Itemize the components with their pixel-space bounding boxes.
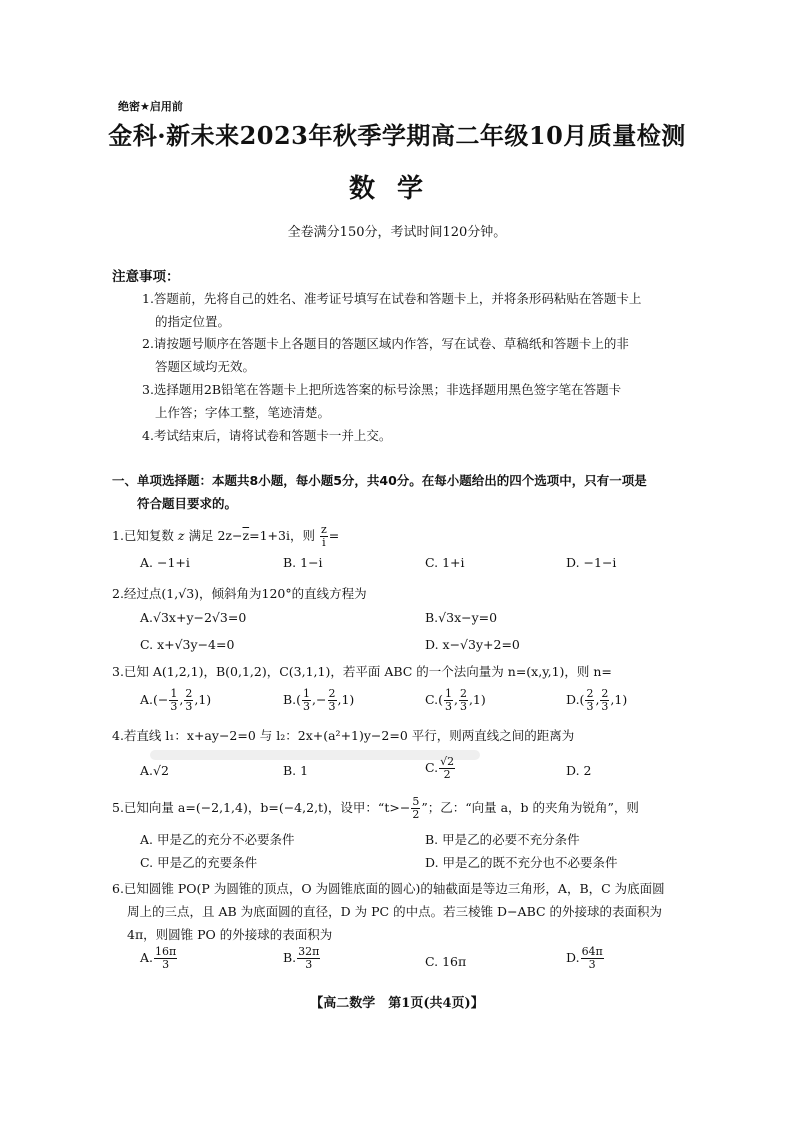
notice-line: 3.选择题用2B铅笔在答题卡上把所选答案的标号涂黑；非选择题用黑色签字笔在答题卡 [142, 382, 622, 397]
question-6-option-b[interactable]: B. $\frac{32\pi}{3}$ [283, 945, 320, 971]
question-1-option-b[interactable]: B. 1−i [283, 555, 323, 570]
question-5-option-a[interactable]: A. 甲是乙的充分不必要条件 [140, 832, 295, 847]
section-heading-cont: 符合题目要求的。 [137, 496, 238, 511]
question-2-option-a[interactable]: A.√3x+y−2√3=0 [140, 610, 247, 625]
question-3-option-c[interactable]: C.( $\frac{1}{3}$ , $\frac{2}{3}$ ,1) [425, 687, 486, 713]
exam-info: 全卷满分150分，考试时间120分钟。 [287, 225, 507, 240]
question-5-option-c[interactable]: C. 甲是乙的充要条件 [140, 855, 258, 870]
question-1-option-d[interactable]: D. −1−i [566, 555, 617, 570]
notice-line: 1.答题前，先将自己的姓名、准考证号填写在试卷和答题卡上，并将条形码粘贴在答题卡上 [142, 291, 642, 306]
question-1-stem: 1.已知复数 z 满足 $2z-\overline{z}=1+3i$，则 $\frac{z}{i}$ = [112, 523, 340, 549]
notice-heading: 注意事项： [112, 269, 180, 285]
question-1-option-c[interactable]: C. 1+i [425, 555, 465, 570]
question-5-option-b[interactable]: B. 甲是乙的必要不充分条件 [425, 832, 580, 847]
exam-title: 金科·新未来2023年秋季学期高二年级10月质量检测 [108, 121, 686, 150]
question-4-option-d[interactable]: D. 2 [566, 763, 592, 778]
question-2-option-b[interactable]: B.√3x−y=0 [425, 610, 498, 625]
question-3-stem: 3.已知 A(1,2,1)，B(0,1,2)，C(3,1,1)，若平面 ABC 的一个法向量为 n=(x,y,1)，则 n= [112, 664, 612, 679]
question-6-option-d[interactable]: D. $\frac{64\pi}{3}$ [566, 945, 603, 971]
notice-line: 答题区域均无效。 [155, 359, 256, 374]
notice-line: 的指定位置。 [155, 314, 231, 329]
question-5-option-d[interactable]: D. 甲是乙的既不充分也不必要条件 [425, 855, 618, 870]
subject-title: 数学 [348, 174, 445, 204]
question-6-stem-line: 周上的三点，且 AB 为底面圆的直径，D 为 PC 的中点。若三棱锥 D−ABC 的外接球的表面积为 [127, 904, 663, 919]
question-4-option-b[interactable]: B. 1 [283, 763, 309, 778]
question-2-option-d[interactable]: D. x−√3y+2=0 [425, 637, 520, 652]
question-2-option-c[interactable]: C. x+√3y−4=0 [140, 637, 235, 652]
notice-line: 上作答；字体工整，笔迹清楚。 [155, 405, 331, 420]
question-3-option-d[interactable]: D.( $\frac{2}{3}$ , $\frac{2}{3}$ ,1) [566, 687, 628, 713]
question-2-stem: 2.经过点(1,√3)，倾斜角为120°的直线方程为 [112, 586, 367, 601]
question-5-stem: 5.已知向量 a=(−2,1,4)，b=(−4,2,t)，设甲：“t>− $\frac{5}{2}$ ”；乙：“向量 a，b 的夹角为锐角”，则 [112, 795, 639, 821]
question-4-stem: 4.若直线 l₁：x+ay−2=0 与 l₂：2x+(a²+1)y−2=0 平行，则两直线之间的距离为 [112, 728, 575, 743]
question-6-stem-line: 4π，则圆锥 PO 的外接球的表面积为 [127, 927, 333, 942]
section-heading: 一、单项选择题：本题共8小题，每小题5分，共40分。在每小题给出的四个选项中，只有一项是 [112, 473, 647, 488]
secret-label: 绝密★启用前 [118, 100, 183, 113]
question-3-option-a[interactable]: A.(− $\frac{1}{3}$ , $\frac{2}{3}$ ,1) [140, 687, 212, 713]
page-footer: 【高二数学 第1页(共4页)】 [310, 996, 484, 1011]
notice-line: 4.考试结束后，请将试卷和答题卡一并上交。 [142, 428, 392, 443]
notice-line: 2.请按题号顺序在答题卡上各题目的答题区域内作答，写在试卷、草稿纸和答题卡上的非 [142, 336, 629, 351]
question-4-option-a[interactable]: A.√2 [140, 763, 169, 778]
question-6-stem-line: 6.已知圆锥 PO(P 为圆锥的顶点，O 为圆锥底面的圆心)的轴截面是等边三角形，A，B，C 为底面圆 [112, 881, 665, 896]
question-4-option-c[interactable]: C. $\frac{√2}{2}$ [425, 755, 455, 781]
question-1-option-a[interactable]: A. −1+i [140, 555, 190, 570]
question-6-option-c[interactable]: C. 16π [425, 954, 467, 969]
question-6-option-a[interactable]: A. $\frac{16\pi}{3}$ [140, 945, 177, 971]
question-3-option-b[interactable]: B.( $\frac{1}{3}$ ,− $\frac{2}{3}$ ,1) [283, 687, 355, 713]
